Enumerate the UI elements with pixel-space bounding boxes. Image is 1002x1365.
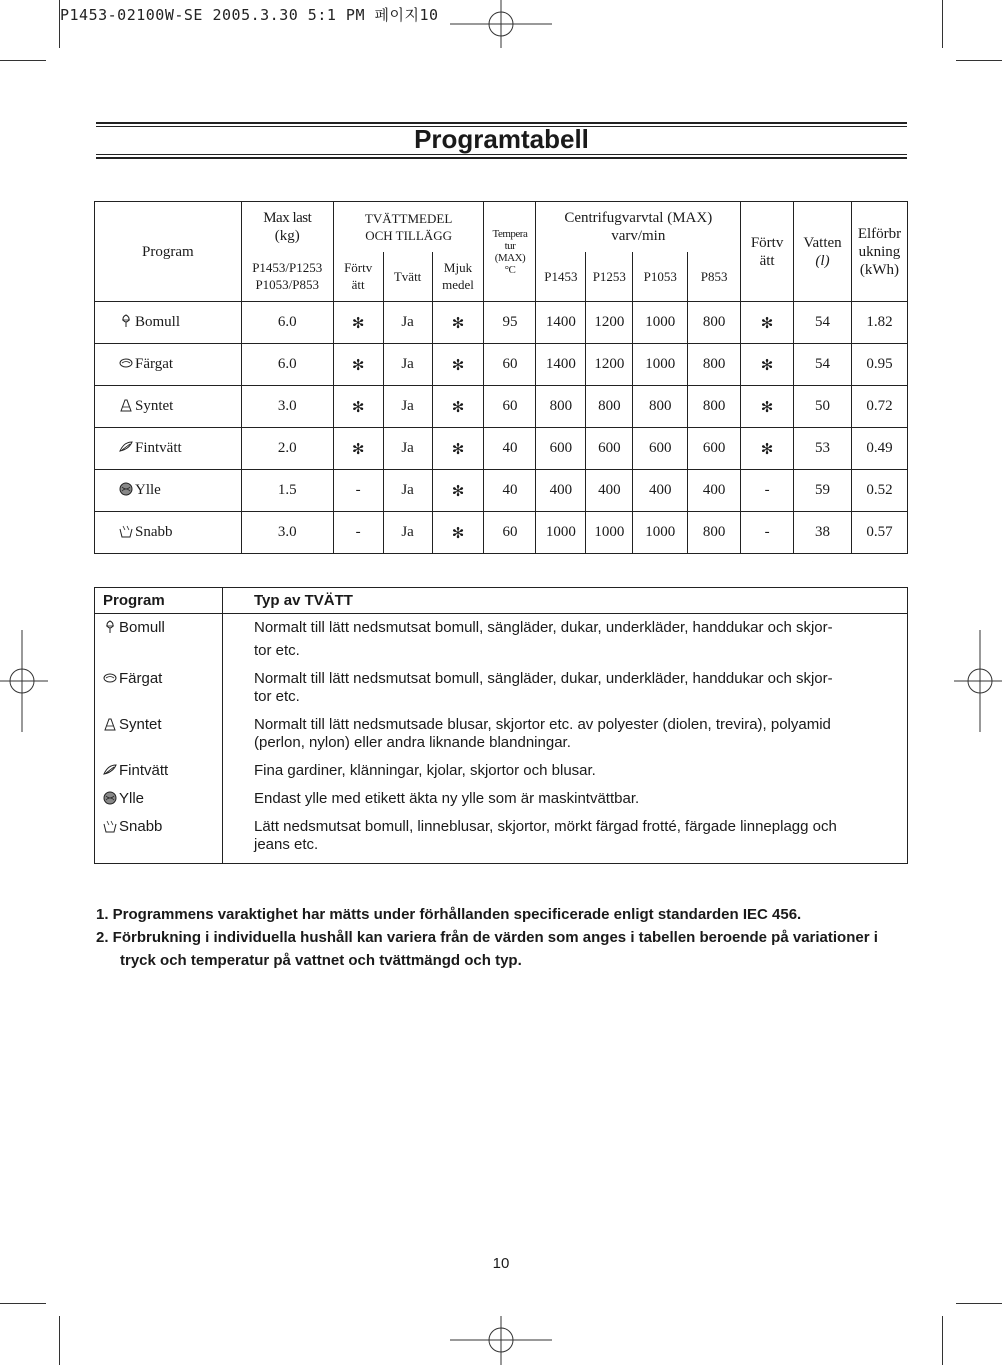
title-rule-bottom [96, 157, 907, 159]
header-fortvatt-line2: ätt [759, 252, 775, 269]
spin-p1253-cell: 1200 [586, 344, 633, 386]
wash-detergent-cell: Ja [383, 512, 432, 554]
energy-cell: 0.49 [851, 428, 907, 470]
desc-text-line1: Normalt till lätt nedsmutsat bomull, sängläder, dukar, underkläder, handdukar och skjor- [254, 619, 833, 636]
title-rule-bottom-thin [96, 154, 907, 155]
colored-icon [103, 671, 117, 685]
desc-program-cell [95, 813, 223, 864]
header-el-line3: (kWh) [859, 261, 900, 278]
wool-icon [103, 791, 117, 805]
table-row [95, 470, 908, 512]
list-item [95, 665, 908, 711]
header-centrifug [536, 202, 741, 252]
spin-p853-cell: 600 [688, 428, 741, 470]
header-vatten-line1: Vatten [803, 234, 842, 251]
spin-p1053-cell: 800 [633, 386, 688, 428]
program-name-cell [95, 302, 242, 344]
footnote-2: 2. Förbrukning i individuella hushåll kan variera från de värden som anges i tabellen beroende på variationer i tryck och temperatur på vattnet och tvättmängd och typ. [96, 929, 878, 969]
program-name-cell [95, 344, 242, 386]
desc-text-line2: (perlon, nylon) eller andra liknande blandningar. [254, 734, 571, 751]
wash-detergent-cell: Ja [383, 344, 432, 386]
spin-p1053-cell: 600 [633, 428, 688, 470]
energy-cell: 0.95 [851, 344, 907, 386]
desc-text-cell [223, 614, 908, 666]
crop-mark [59, 1316, 60, 1365]
spin-p1053-cell: 400 [633, 470, 688, 512]
prewash-cell: ✻ [741, 302, 794, 344]
table-row [95, 302, 908, 344]
crop-mark [0, 60, 46, 61]
desc-text-line2: tor etc. [254, 688, 300, 705]
header-elforbrukning [851, 202, 907, 302]
spin-p1053-cell: 1000 [633, 302, 688, 344]
spin-p1053-cell: 1000 [633, 512, 688, 554]
header-temp-line2: tur [504, 239, 516, 252]
desc-text-line1: Normalt till lätt nedsmutsat bomull, sängläder, dukar, underkläder, handdukar och skjor- [254, 670, 833, 687]
prewash-cell: - [741, 470, 794, 512]
table-row [95, 512, 908, 554]
desc-text-cell [223, 665, 908, 711]
desc-text-line1: Fina gardiner, klänningar, kjolar, skjortor och blusar. [254, 762, 596, 779]
header-spin-p1053: P1053 [633, 252, 688, 302]
header-temp-line4: °C [504, 263, 516, 276]
water-cell: 53 [794, 428, 852, 470]
header-fortvatt-sub-line1: Förtv [344, 260, 373, 276]
program-name: Bomull [135, 314, 181, 330]
max-load-cell: 3.0 [241, 386, 333, 428]
temperature-cell: 60 [484, 386, 536, 428]
page-title: Programtabell [414, 124, 589, 154]
softener-cell: ✻ [432, 344, 484, 386]
prewash-detergent-cell: ✻ [333, 344, 383, 386]
cotton-icon [103, 620, 117, 634]
crop-mark [942, 1316, 943, 1365]
desc-program-cell [95, 757, 223, 785]
prewash-cell: ✻ [741, 344, 794, 386]
energy-cell: 0.72 [851, 386, 907, 428]
prewash-detergent-cell: ✻ [333, 428, 383, 470]
header-el-line1: Elförbr [857, 225, 902, 242]
desc-program-name: Fintvätt [119, 762, 169, 779]
softener-cell: ✻ [432, 470, 484, 512]
temperature-cell: 95 [484, 302, 536, 344]
desc-text-cell [223, 785, 908, 813]
spin-p1253-cell: 1000 [586, 512, 633, 554]
header-mjuk-line1: Mjuk [443, 260, 473, 276]
header-fortvatt-sub-line2: ätt [351, 277, 365, 293]
synthetic-icon [103, 717, 117, 731]
header-models-line2: P1053/P853 [255, 277, 320, 293]
registration-mark-top [450, 0, 552, 48]
wash-detergent-cell: Ja [383, 470, 432, 512]
desc-text-cell [223, 813, 908, 864]
footnotes [96, 903, 906, 972]
wool-icon [119, 482, 133, 496]
table-row [95, 428, 908, 470]
header-models [241, 252, 333, 302]
desc-program-name: Snabb [119, 818, 163, 835]
page-number: 10 [492, 1255, 510, 1272]
program-name: Färgat [135, 356, 174, 372]
header-fortvatt-sub [333, 252, 383, 302]
quick-icon [119, 524, 133, 538]
spin-p1453-cell: 800 [536, 386, 586, 428]
program-name-cell [95, 470, 242, 512]
delicate-icon [119, 440, 133, 454]
temperature-cell: 60 [484, 512, 536, 554]
spin-p1453-cell: 600 [536, 428, 586, 470]
max-load-cell: 2.0 [241, 428, 333, 470]
program-name: Syntet [135, 398, 174, 414]
max-load-cell: 6.0 [241, 344, 333, 386]
header-program: Program [95, 202, 242, 302]
desc-program-cell [95, 711, 223, 757]
spin-p1253-cell: 1200 [586, 302, 633, 344]
desc-text-cell [223, 711, 908, 757]
spin-p1053-cell: 1000 [633, 344, 688, 386]
spin-p1253-cell: 600 [586, 428, 633, 470]
max-load-cell: 6.0 [241, 302, 333, 344]
desc-text-line2: tor etc. [254, 642, 300, 659]
desc-program-name: Färgat [119, 670, 163, 687]
list-item [95, 785, 908, 813]
header-tvattmedel [333, 202, 484, 252]
program-table [94, 201, 908, 554]
header-fortvatt-line1: Förtv [750, 234, 784, 251]
water-cell: 50 [794, 386, 852, 428]
softener-cell: ✻ [432, 512, 484, 554]
header-centrifug-line2: varv/min [611, 227, 666, 244]
registration-mark-bottom [450, 1316, 552, 1365]
prewash-cell: ✻ [741, 428, 794, 470]
header-tvattmedel-line1: TVÄTTMEDEL [364, 210, 453, 226]
header-tvatt-sub: Tvätt [383, 252, 432, 302]
temperature-cell: 40 [484, 428, 536, 470]
softener-cell: ✻ [432, 386, 484, 428]
desc-text-line1: Normalt till lätt nedsmutsade blusar, skjortor etc. av polyester (diolen, trevira), polyamid [254, 716, 831, 733]
list-item [95, 614, 908, 666]
header-mjuk-line2: medel [442, 277, 474, 293]
header-spin-p1453: P1453 [536, 252, 586, 302]
description-table-body [95, 614, 908, 864]
spin-p853-cell: 800 [688, 386, 741, 428]
header-tvattmedel-line2: OCH TILLÄGG [365, 227, 452, 243]
synthetic-icon [119, 398, 133, 412]
desc-program-cell [95, 785, 223, 813]
program-name-cell [95, 512, 242, 554]
crop-mark [956, 1303, 1002, 1304]
program-name: Snabb [135, 524, 173, 540]
softener-cell: ✻ [432, 302, 484, 344]
spin-p1453-cell: 1400 [536, 344, 586, 386]
header-temp-line3: (MAX) [494, 251, 526, 264]
prewash-detergent-cell: - [333, 470, 383, 512]
delicate-icon [103, 763, 117, 777]
description-table [94, 587, 908, 864]
program-table-body [95, 302, 908, 554]
desc-text-line2: jeans etc. [254, 836, 319, 853]
energy-cell: 1.82 [851, 302, 907, 344]
temperature-cell: 60 [484, 344, 536, 386]
list-item [95, 813, 908, 864]
water-cell: 54 [794, 302, 852, 344]
table-row [95, 386, 908, 428]
print-header: P1453-02100W-SE 2005.3.30 5:1 PM 페이지10 [60, 6, 439, 24]
crop-mark [956, 60, 1002, 61]
prewash-detergent-cell: ✻ [333, 386, 383, 428]
header-models-line1: P1453/P1253 [252, 260, 323, 276]
max-load-cell: 1.5 [241, 470, 333, 512]
header-temperatur [484, 202, 536, 302]
header-temp-line1: Tempera [492, 227, 528, 240]
desc-program-name: Ylle [119, 790, 145, 807]
spin-p853-cell: 800 [688, 512, 741, 554]
spin-p853-cell: 800 [688, 302, 741, 344]
header-el-line2: ukning [858, 243, 901, 260]
program-name: Ylle [135, 482, 161, 498]
desc-program-cell [95, 665, 223, 711]
header-fortvatt [741, 202, 794, 302]
header-vatten-line2: (l) [815, 252, 830, 269]
spin-p1253-cell: 800 [586, 386, 633, 428]
header-vatten [794, 202, 852, 302]
wash-detergent-cell: Ja [383, 386, 432, 428]
desc-text-cell [223, 757, 908, 785]
footnote-1: 1. Programmens varaktighet har mätts under förhållanden specificerade enligt standarden IEC 456. [96, 906, 802, 923]
water-cell: 54 [794, 344, 852, 386]
desc-program-name: Bomull [119, 619, 165, 636]
prewash-cell: ✻ [741, 386, 794, 428]
list-item [95, 711, 908, 757]
desc-header-type: Typ av TVÄTT [223, 588, 908, 614]
temperature-cell: 40 [484, 470, 536, 512]
registration-mark-right [954, 630, 1002, 732]
header-max-last-line2: (kg) [274, 227, 300, 244]
header-max-last [241, 202, 333, 252]
header-centrifug-line1: Centrifugvarvtal (MAX) [564, 209, 713, 226]
desc-program-name: Syntet [119, 716, 162, 733]
desc-header-program: Program [95, 588, 223, 614]
water-cell: 38 [794, 512, 852, 554]
table-row [95, 344, 908, 386]
program-name-cell [95, 386, 242, 428]
crop-mark [0, 1303, 46, 1304]
spin-p1453-cell: 1000 [536, 512, 586, 554]
header-spin-p853: P853 [688, 252, 741, 302]
prewash-detergent-cell: ✻ [333, 302, 383, 344]
program-name-cell [95, 428, 242, 470]
colored-icon [119, 356, 133, 370]
cotton-icon [119, 314, 133, 328]
crop-mark [942, 0, 943, 48]
list-item [95, 757, 908, 785]
prewash-cell: - [741, 512, 794, 554]
softener-cell: ✻ [432, 428, 484, 470]
energy-cell: 0.52 [851, 470, 907, 512]
wash-detergent-cell: Ja [383, 302, 432, 344]
spin-p1253-cell: 400 [586, 470, 633, 512]
max-load-cell: 3.0 [241, 512, 333, 554]
spin-p853-cell: 400 [688, 470, 741, 512]
quick-icon [103, 819, 117, 833]
spin-p853-cell: 800 [688, 344, 741, 386]
desc-program-cell [95, 614, 223, 666]
spin-p1453-cell: 400 [536, 470, 586, 512]
header-mjuk-sub [432, 252, 484, 302]
header-spin-p1253: P1253 [586, 252, 633, 302]
wash-detergent-cell: Ja [383, 428, 432, 470]
desc-text-line1: Endast ylle med etikett äkta ny ylle som är maskintvättbar. [254, 790, 640, 807]
energy-cell: 0.57 [851, 512, 907, 554]
spin-p1453-cell: 1400 [536, 302, 586, 344]
program-name: Fintvätt [135, 440, 182, 456]
desc-text-line1: Lätt nedsmutsat bomull, linneblusar, skjortor, mörkt färgad frotté, färgade linneplagg och [254, 818, 837, 835]
prewash-detergent-cell: - [333, 512, 383, 554]
header-max-last-line1: Max last [263, 209, 312, 226]
registration-mark-left [0, 630, 48, 732]
water-cell: 59 [794, 470, 852, 512]
